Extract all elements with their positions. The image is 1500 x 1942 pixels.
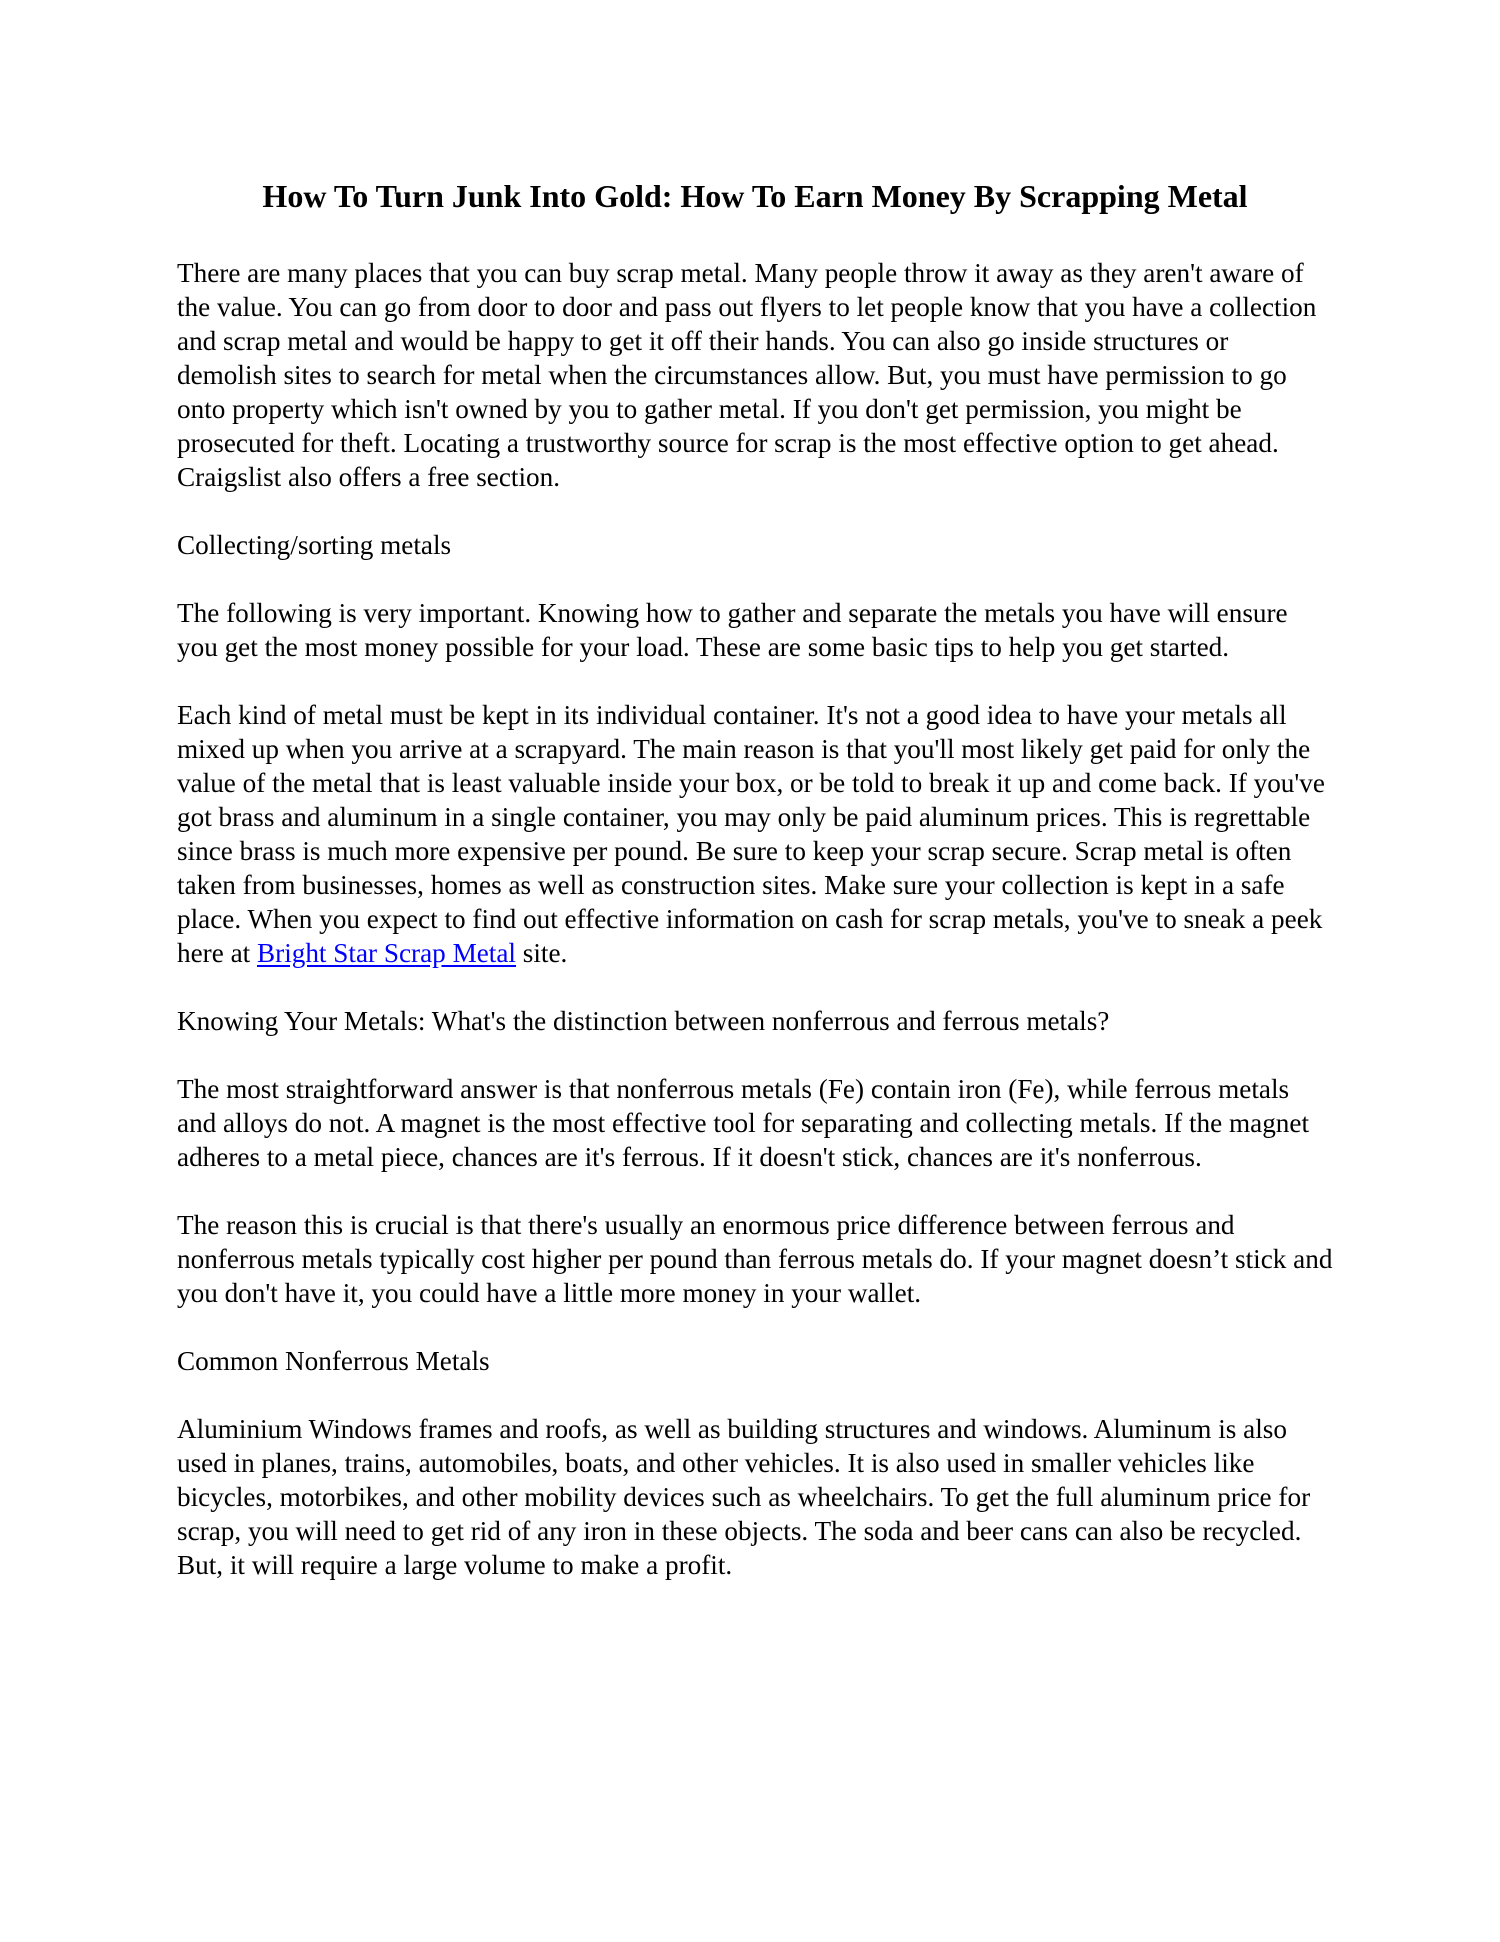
document-body	[177, 170, 1333, 1616]
paragraph-price-difference: The reason this is crucial is that there's usually an enormous price difference between ferrous and nonferrous metals typically cost higher per pound than ferrous metals do. If your magnet doesn’t stick and you don't have it, you could have a little more money in your wallet.	[177, 1210, 1333, 1308]
paragraph-ferrous-definition: The most straightforward answer is that nonferrous metals (Fe) contain iron (Fe), while ferrous metals and alloys do not. A magnet is the most effective tool for separating and collecting metals. If the magnet adheres to a metal piece, chances are it's ferrous. If it doesn't stick, chances are it's nonferrous.	[177, 1074, 1310, 1172]
paragraph-sources: There are many places that you can buy scrap metal. Many people throw it away as they aren't aware of the value. You can go from door to door and pass out flyers to let people know that you have a collection and scrap metal and would be happy to get it off their hands. You can also go inside structures or demolish sites to search for metal when the circumstances allow. But, you must have permission to go onto property which isn't owned by you to gather metal. If you don't get permission, you might be prosecuted for theft. Locating a trustworthy source for scrap is the most effective option to get ahead. Craigslist also offers a free section.	[177, 258, 1317, 492]
section-heading-collecting: Collecting/sorting metals	[177, 530, 452, 560]
paragraph-containers-text: Each kind of metal must be kept in its individual container. It's not a good idea to have your metals all mixed up when you arrive at a scrapyard. The main reason is that you'll most likely get paid for only the value of the metal that is least valuable inside your box, or be told to break it up and come back. If you've got brass and aluminum in a single container, you may only be paid aluminum prices. This is regrettable since brass is much more expensive per pound. Be sure to keep your scrap secure. Scrap metal is often taken from businesses, homes as well as construction sites. Make sure your collection is kept in a safe place. When you expect to find out effective information on cash for scrap metals, you've to sneak a peek here at	[177, 700, 1325, 968]
section-heading-knowing: Knowing Your Metals: What's the distinction between nonferrous and ferrous metals?	[177, 1006, 1110, 1036]
bright-star-scrap-metal-link[interactable]: Bright Star Scrap Metal	[257, 938, 516, 968]
paragraph-importance: The following is very important. Knowing how to gather and separate the metals you have will ensure you get the most money possible for your load. These are some basic tips to help you get started.	[177, 598, 1288, 662]
paragraph-containers-tail: site.	[516, 938, 568, 968]
paragraph-aluminium: Aluminium Windows frames and roofs, as well as building structures and windows. Aluminum is also used in planes, trains, automobiles, boats, and other vehicles. It is also used in smaller vehicles like bicycles, motorbikes, and other mobility devices such as wheelchairs. To get the full aluminum price for scrap, you will need to get rid of any iron in these objects. The soda and beer cans can also be recycled. But, it will require a large volume to make a profit.	[177, 1414, 1311, 1580]
document-title: How To Turn Junk Into Gold: How To Earn Money By Scrapping Metal	[262, 178, 1248, 214]
paragraph-containers	[177, 698, 1333, 970]
section-heading-common: Common Nonferrous Metals	[177, 1346, 490, 1376]
